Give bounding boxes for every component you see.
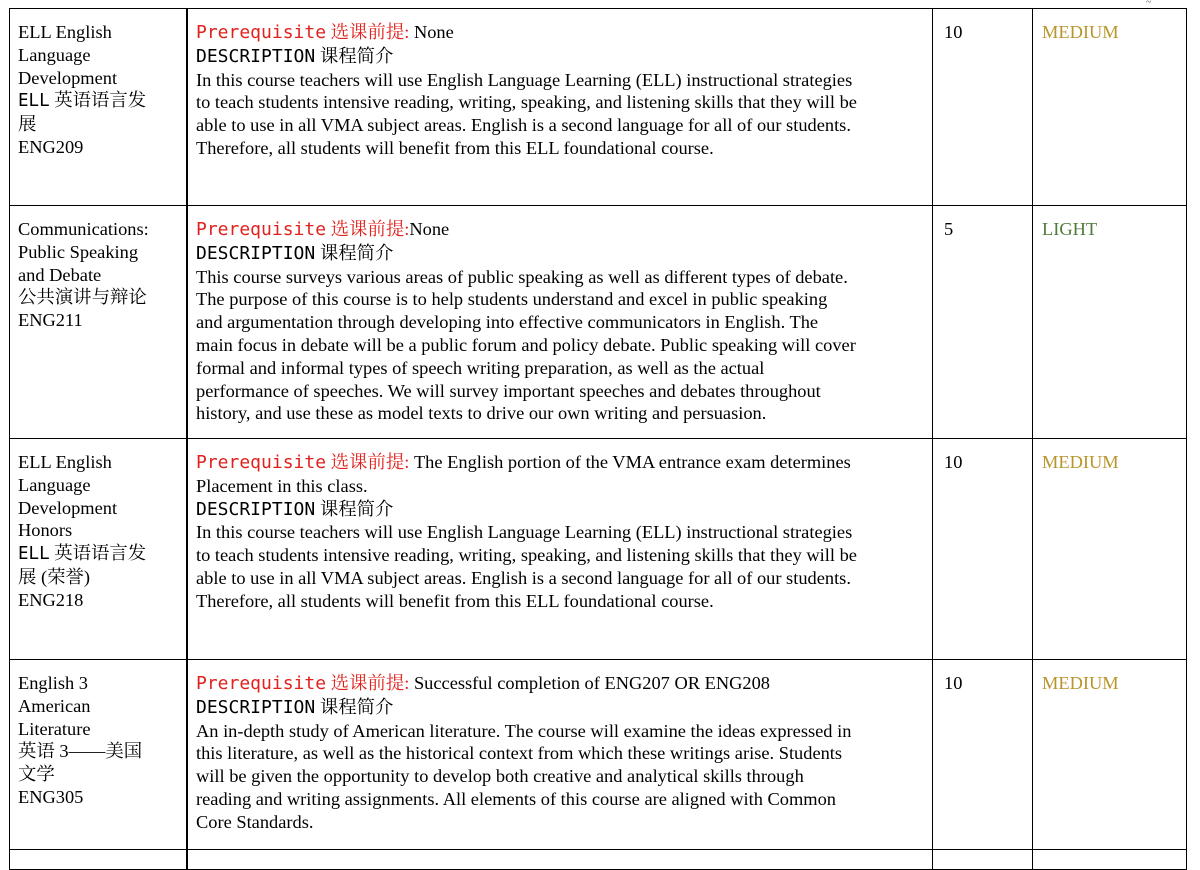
description-chinese-label: 课程简介 xyxy=(319,696,394,717)
course-catalog-table xyxy=(9,8,1187,870)
credits-value: 10 xyxy=(944,22,963,42)
course-title-line: Development xyxy=(18,497,118,518)
prerequisite-text: None xyxy=(409,219,450,239)
credits-value: 5 xyxy=(944,219,954,239)
description-line: main focus in debate will be a public forum and policy debate. Public speaking will cover xyxy=(196,334,856,355)
description-line: reading and writing assignments. All elements of this course are aligned with Common xyxy=(196,788,836,809)
description-label: DESCRIPTION xyxy=(196,498,316,520)
course-description-cell xyxy=(187,660,933,850)
description-line: Core Standards. xyxy=(196,811,314,832)
course-name-cell xyxy=(10,660,188,850)
course-title-line: Public Speaking xyxy=(18,241,139,262)
table-row xyxy=(10,439,1187,660)
course-title-line: ELL English xyxy=(18,452,112,472)
page-corner-mark: ~ xyxy=(1146,0,1152,6)
credits-cell xyxy=(933,660,1033,850)
description-line: able to use in all VMA subject areas. English is a second language for all of our students. xyxy=(196,567,851,588)
prerequisite-label: Prerequisite xyxy=(196,219,327,240)
prerequisite-line xyxy=(196,21,926,45)
prerequisite-text-continued: Placement in this class. xyxy=(196,475,368,496)
description-chinese-label: 课程简介 xyxy=(319,45,394,66)
course-chinese-title-line: 英语语言发 xyxy=(54,543,147,564)
course-chinese-title xyxy=(18,542,178,566)
description-line: to teach students intensive reading, writing, speaking, and listening skills that they will be xyxy=(196,92,857,113)
description-line: In this course teachers will use English Language Learning (ELL) instructional strategies xyxy=(196,522,853,543)
description-line: The purpose of this course is to help students understand and excel in public speaking xyxy=(196,289,828,310)
prerequisite-chinese-label: 选课前提: xyxy=(330,22,410,42)
description-heading xyxy=(196,242,926,266)
course-description-cell xyxy=(187,9,933,206)
description-line: and argumentation through developing into effective communicators in English. The xyxy=(196,312,819,333)
course-code: ENG209 xyxy=(18,136,84,157)
course-title-line: American xyxy=(18,695,91,716)
prerequisite-text: The English portion of the VMA entrance exam determines xyxy=(413,452,851,472)
description-line: An in-depth study of American literature. The course will examine the ideas expressed in xyxy=(196,720,852,741)
credits-value: 10 xyxy=(944,452,963,472)
table-row xyxy=(10,660,1187,850)
description-line: formal and informal types of speech writing preparation, as well as the actual xyxy=(196,357,765,378)
course-title-line: English 3 xyxy=(18,673,88,693)
course-catalog-table-wrapper xyxy=(9,8,1187,870)
description-line: This course surveys various areas of public speaking as well as different types of debate. xyxy=(196,266,848,287)
workload-value: MEDIUM xyxy=(1042,673,1119,693)
description-chinese-label: 课程简介 xyxy=(319,498,394,519)
description-line: In this course teachers will use English Language Learning (ELL) instructional strategies xyxy=(196,69,853,90)
course-chinese-title-line: 文学 xyxy=(18,764,55,785)
credits-value: 10 xyxy=(944,673,963,693)
course-chinese-title-line: 展 (荣誉) xyxy=(18,566,91,587)
description-heading xyxy=(196,696,926,720)
description-label: DESCRIPTION xyxy=(196,45,316,67)
course-title-line: Language xyxy=(18,44,91,65)
workload-cell xyxy=(1033,206,1187,439)
prerequisite-text: Successful completion of ENG207 OR ENG208 xyxy=(413,673,770,693)
description-label: DESCRIPTION xyxy=(196,696,316,718)
description-chinese-label: 课程简介 xyxy=(319,242,394,263)
prerequisite-line xyxy=(196,672,926,696)
course-chinese-title-line: 英语语言发 xyxy=(54,90,147,111)
course-title-line: Language xyxy=(18,474,91,495)
course-title-line: Communications: xyxy=(18,219,149,239)
description-line: this literature, as well as the historical context from which these writings arise. Students xyxy=(196,743,843,764)
course-code: ENG218 xyxy=(18,589,84,610)
prerequisite-line xyxy=(196,218,926,242)
course-chinese-title-line: 公共演讲与辩论 xyxy=(18,287,147,308)
workload-value: MEDIUM xyxy=(1042,22,1119,42)
workload-value: LIGHT xyxy=(1042,219,1098,239)
prerequisite-label: Prerequisite xyxy=(196,22,327,43)
prerequisite-chinese-label: 选课前提: xyxy=(330,219,410,239)
prerequisite-chinese-label: 选课前提: xyxy=(330,452,410,472)
workload-value: MEDIUM xyxy=(1042,452,1119,472)
workload-cell xyxy=(1033,439,1187,660)
course-chinese-prefix: ELL xyxy=(18,544,50,565)
prerequisite-text: None xyxy=(413,22,454,42)
prerequisite-line xyxy=(196,451,926,475)
course-code: ENG305 xyxy=(18,786,84,807)
course-description-cell xyxy=(187,206,933,439)
course-title-line: Honors xyxy=(18,520,73,541)
description-heading xyxy=(196,498,926,522)
workload-cell xyxy=(1033,9,1187,206)
description-label: DESCRIPTION xyxy=(196,242,316,264)
course-name-cell xyxy=(10,206,188,439)
course-title-line: ELL English xyxy=(18,22,112,42)
table-row xyxy=(10,9,1187,206)
description-line: will be given the opportunity to develop both creative and analytical skills through xyxy=(196,766,804,787)
prerequisite-chinese-label: 选课前提: xyxy=(330,673,410,693)
course-chinese-title-line: 展 xyxy=(18,114,37,135)
description-line: able to use in all VMA subject areas. English is a second language for all of our students. xyxy=(196,115,851,136)
course-title-line: Literature xyxy=(18,718,91,739)
description-line: Therefore, all students will benefit from this ELL foundational course. xyxy=(196,137,714,158)
course-chinese-title-line: 英语 3——美国 xyxy=(18,741,143,762)
credits-cell xyxy=(933,9,1033,206)
description-line: Therefore, all students will benefit from this ELL foundational course. xyxy=(196,590,714,611)
course-chinese-prefix: ELL xyxy=(18,91,50,112)
description-heading xyxy=(196,45,926,69)
course-title-line: and Debate xyxy=(18,264,102,285)
table-row xyxy=(10,206,1187,439)
course-description-cell xyxy=(187,439,933,660)
prerequisite-label: Prerequisite xyxy=(196,452,327,473)
credits-cell xyxy=(933,439,1033,660)
course-name-cell xyxy=(10,9,188,206)
prerequisite-label: Prerequisite xyxy=(196,673,327,694)
workload-cell xyxy=(1033,660,1187,850)
credits-cell xyxy=(933,206,1033,439)
description-line: history, and use these as model texts to drive our own writing and persuasion. xyxy=(196,403,767,424)
description-line: performance of speeches. We will survey important speeches and debates throughout xyxy=(196,380,821,401)
course-code: ENG211 xyxy=(18,310,83,331)
course-title-line: Development xyxy=(18,67,118,88)
description-line: to teach students intensive reading, writing, speaking, and listening skills that they will be xyxy=(196,545,857,566)
course-name-cell xyxy=(10,439,188,660)
course-chinese-title xyxy=(18,89,178,113)
